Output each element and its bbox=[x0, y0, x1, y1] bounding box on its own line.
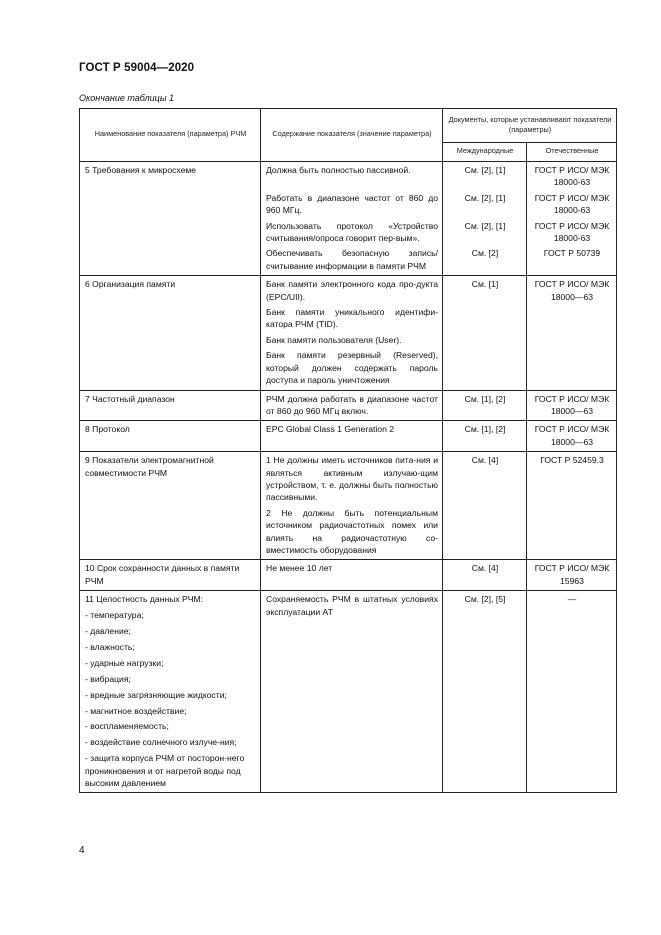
international-reference: См. [2], [1] bbox=[464, 220, 506, 231]
parameter-name: 11 Целостность данных РЧМ: bbox=[85, 594, 204, 605]
domestic-reference: ГОСТ Р ИСО/ МЭК 15963 bbox=[534, 563, 610, 586]
parameters-table bbox=[79, 108, 617, 793]
domestic-reference: ГОСТ Р ИСО/ МЭК 18000-63 bbox=[534, 165, 610, 188]
parameter-content-cell bbox=[261, 390, 443, 421]
domestic-reference-cell bbox=[527, 390, 617, 421]
parameter-content: Банк памяти пользователя (User). bbox=[266, 334, 402, 345]
header-parameter-name: Наименование показателя (параметра) РЧМ bbox=[80, 109, 261, 162]
parameter-subitem: - воспламеняемость; bbox=[85, 721, 169, 732]
table-body bbox=[80, 162, 617, 793]
parameter-content: 2 Не должны быть потенциальным источником радиочастотных помех или влиять на радиочастотную со-вместимость оборудования bbox=[266, 507, 438, 555]
international-reference: См. [1], [2] bbox=[464, 393, 506, 404]
parameter-name: 9 Показатели электромагнитной совместимости РЧМ bbox=[85, 455, 214, 478]
international-reference-cell bbox=[443, 421, 527, 452]
international-reference-cell bbox=[443, 162, 527, 276]
parameter-content-cell bbox=[261, 452, 443, 560]
parameter-name-cell bbox=[80, 560, 261, 591]
parameter-content: Банк памяти резервный (Reserved), который должен содержать пароль доступа и пароль уничтожения bbox=[266, 350, 438, 386]
domestic-reference bbox=[532, 306, 612, 331]
domestic-reference-cell bbox=[527, 162, 617, 276]
header-international: Международные bbox=[443, 143, 527, 162]
parameter-content: РЧМ должна работать в диапазоне частот от 860 до 960 МГц включ. bbox=[266, 393, 438, 416]
international-reference: См. [2], [1] bbox=[464, 192, 506, 203]
standard-title: ГОСТ Р 59004—2020 bbox=[79, 62, 195, 74]
parameter-content: Работать в диапазоне частот от 860 до 960 МГц. bbox=[266, 192, 438, 216]
parameter-content: Обеспечивать безопасную запись/ считывание информации в памяти РЧМ bbox=[266, 248, 438, 271]
parameter-name: 5 Требования к микросхеме bbox=[85, 165, 197, 175]
domestic-reference: ГОСТ Р ИСО/ МЭК 18000-63 bbox=[534, 192, 610, 216]
parameter-content: EPC Global Class 1 Generation 2 bbox=[266, 424, 395, 435]
international-reference: См. [4] bbox=[471, 455, 499, 466]
parameter-name-cell bbox=[80, 276, 261, 390]
domestic-reference: — bbox=[567, 594, 577, 605]
international-reference-cell bbox=[443, 276, 527, 390]
international-reference: См. [4] bbox=[471, 563, 499, 574]
table-row bbox=[80, 276, 617, 390]
international-reference: См. [1], [2] bbox=[464, 424, 506, 435]
table-row bbox=[80, 591, 617, 793]
international-reference bbox=[448, 334, 522, 346]
domestic-reference-cell bbox=[527, 591, 617, 793]
parameter-subitem: - магнитное воздействие; bbox=[85, 705, 187, 716]
domestic-reference: ГОСТ Р 52459.3 bbox=[540, 455, 604, 466]
parameter-subitem: - влажность; bbox=[85, 641, 135, 652]
domestic-reference: ГОСТ Р 50739 bbox=[543, 248, 601, 259]
header-documents-group: Документы, которые устанавливают показатели (параметры) bbox=[443, 109, 617, 143]
parameter-content-cell bbox=[261, 591, 443, 793]
parameter-content: Должна быть полностью пассивной. bbox=[266, 165, 411, 175]
page-number: 4 bbox=[79, 845, 85, 856]
domestic-reference bbox=[532, 334, 612, 346]
parameter-name: 6 Организация памяти bbox=[85, 279, 176, 290]
parameter-name: 10 Срок сохранности данных в памяти РЧМ bbox=[85, 563, 240, 586]
parameter-content: Использовать протокол «Устройство считывания/опроса говорит пер-вым». bbox=[266, 220, 438, 244]
parameter-subitem: - вибрация; bbox=[85, 673, 131, 684]
domestic-reference-cell bbox=[527, 276, 617, 390]
table-caption: Окончание таблицы 1 bbox=[79, 93, 174, 103]
domestic-reference-cell bbox=[527, 452, 617, 560]
header-domestic: Отечественные bbox=[527, 143, 617, 162]
parameter-content-cell bbox=[261, 560, 443, 591]
table-row bbox=[80, 390, 617, 421]
parameter-content-cell bbox=[261, 421, 443, 452]
domestic-reference-cell bbox=[527, 421, 617, 452]
parameter-content: Банк памяти электронного кода про-дукта (EPC/UII). bbox=[266, 279, 438, 302]
parameter-subitem: - ударные нагрузки; bbox=[85, 657, 164, 668]
international-reference: См. [2], [5] bbox=[464, 594, 506, 605]
parameter-subitem: - температура; bbox=[85, 610, 144, 621]
parameter-name-cell bbox=[80, 390, 261, 421]
parameter-name: 8 Протокол bbox=[85, 424, 130, 435]
domestic-reference: ГОСТ Р ИСО/ МЭК 18000-63 bbox=[534, 220, 610, 244]
parameter-name-cell bbox=[80, 421, 261, 452]
parameter-subitem: - вредные загрязняющие жидкости; bbox=[85, 689, 227, 700]
international-reference-cell bbox=[443, 591, 527, 793]
parameter-subitem: - давление; bbox=[85, 626, 131, 636]
international-reference-cell bbox=[443, 560, 527, 591]
parameter-content-cell bbox=[261, 276, 443, 390]
international-reference bbox=[448, 306, 522, 331]
parameter-content: Сохраняемость РЧМ в штатных условиях эксплуатации АТ bbox=[266, 594, 438, 617]
domestic-reference-cell bbox=[527, 560, 617, 591]
table-row bbox=[80, 560, 617, 591]
parameter-subitem: - защита корпуса РЧМ от посторон-него проникновения и от нагретой воды под высоким давлением bbox=[85, 753, 245, 789]
parameter-subitem: - воздействие солнечного излуче-ния; bbox=[85, 737, 237, 748]
parameter-name-cell bbox=[80, 162, 261, 276]
international-reference: См. [1] bbox=[471, 279, 499, 290]
table-row bbox=[80, 421, 617, 452]
international-reference-cell bbox=[443, 452, 527, 560]
parameter-content-cell bbox=[261, 162, 443, 276]
international-reference-cell bbox=[443, 390, 527, 421]
table-row bbox=[80, 452, 617, 560]
domestic-reference: ГОСТ Р ИСО/ МЭК 18000—63 bbox=[534, 279, 610, 302]
table-row bbox=[80, 162, 617, 276]
parameter-name-cell bbox=[80, 591, 261, 793]
parameter-content: Не менее 10 лет bbox=[266, 563, 333, 574]
header-parameter-content: Содержание показателя (значение параметра) bbox=[261, 109, 443, 162]
parameter-name-cell bbox=[80, 452, 261, 560]
parameter-content: 1 Не должны иметь источников пита-ния и являться активным излучаю-щим устройством, т. е. должны быть полностью пассивными. bbox=[266, 455, 438, 503]
parameter-content: Банк памяти уникального идентифи-катора РЧМ (TID). bbox=[266, 307, 438, 330]
domestic-reference: ГОСТ Р ИСО/ МЭК 18000—63 bbox=[534, 424, 610, 447]
parameter-name: 7 Частотный диапазон bbox=[85, 393, 175, 404]
domestic-reference: ГОСТ Р ИСО/ МЭК 18000—63 bbox=[534, 393, 610, 416]
international-reference: См. [2], [1] bbox=[464, 165, 506, 175]
international-reference: См. [2] bbox=[471, 248, 499, 259]
